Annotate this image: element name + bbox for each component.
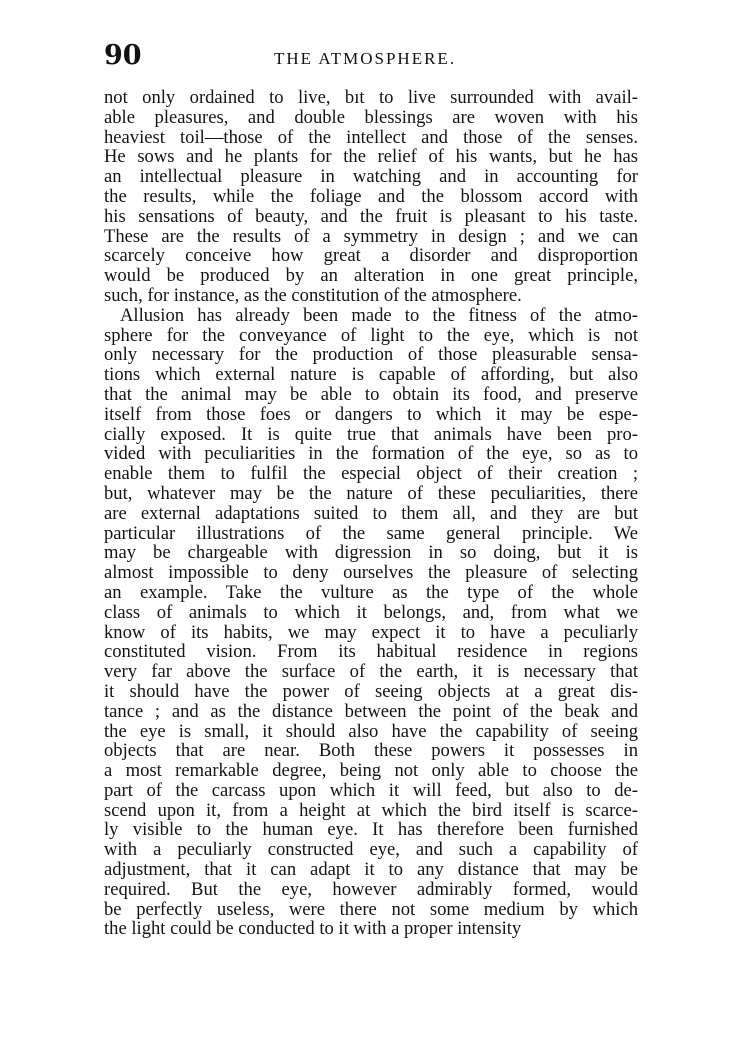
text-line: itself from those foes or dangers to which it may be espe- bbox=[104, 403, 638, 425]
text-line: his sensations of beauty, and the fruit is pleasant to his taste. bbox=[104, 205, 638, 227]
page-number: 90 bbox=[104, 40, 142, 71]
text-line: would be produced by an alteration in one great principle, bbox=[104, 265, 638, 287]
text-line: the light could be conducted to it with a proper intensity bbox=[104, 918, 522, 940]
text-line: an intellectual pleasure in watching and in accounting for bbox=[104, 166, 638, 188]
text-line: the eye is small, it should also have the capability of seeing bbox=[104, 720, 638, 742]
text-line: an example. Take the vulture as the type of the whole bbox=[104, 581, 638, 603]
text-line: tions which external nature is capable of affording, but also bbox=[104, 364, 638, 386]
text-line: These are the results of a symmetry in design ; and we can bbox=[104, 225, 638, 247]
text-line: He sows and he plants for the relief of his wants, but he has bbox=[104, 146, 638, 168]
text-line: a most remarkable degree, being not only able to choose the bbox=[104, 760, 638, 782]
text-line: part of the carcass upon which it will feed, but also to de- bbox=[104, 779, 638, 801]
text-line: required. But the eye, however admirably formed, would bbox=[104, 878, 638, 900]
text-line: able pleasures, and double blessings are woven with his bbox=[104, 106, 638, 128]
text-line: not only ordained to live, bıt to live surrounded with avail- bbox=[104, 87, 638, 108]
paragraph-start-line: Allusion has already been made to the fitness of the atmo- bbox=[120, 304, 638, 326]
text-line: know of its habits, we may expect it to have a peculiarly bbox=[104, 621, 638, 643]
text-line: heaviest toil—those of the intellect and those of the senses. bbox=[104, 126, 638, 148]
text-line: with a peculiarly constructed eye, and such a capability of bbox=[104, 839, 638, 861]
text-line: the results, while the foliage and the blossom accord with bbox=[104, 185, 638, 207]
body-text bbox=[104, 88, 638, 939]
text-line: tance ; and as the distance between the point of the beak and bbox=[104, 700, 638, 722]
text-line: class of animals to which it belongs, and, from what we bbox=[104, 601, 638, 623]
text-line: very far above the surface of the earth, it is necessary that bbox=[104, 661, 638, 683]
text-line: adjustment, that it can adapt it to any distance that may be bbox=[104, 859, 638, 881]
text-line: scarcely conceive how great a disorder and disproportion bbox=[104, 245, 638, 267]
text-line: objects that are near. Both these powers it possesses in bbox=[104, 740, 638, 762]
running-head: THE ATMOSPHERE. bbox=[274, 49, 457, 68]
text-line: enable them to fulfil the especial object of their creation ; bbox=[104, 463, 638, 485]
paragraph-end-line: such, for instance, as the constitution of the atmosphere. bbox=[104, 284, 522, 306]
text-line: ly visible to the human eye. It has therefore been furnished bbox=[104, 819, 638, 841]
text-line: but, whatever may be the nature of these peculiarities, there bbox=[104, 482, 638, 504]
text-line: particular illustrations of the same general principle. We bbox=[104, 522, 638, 544]
text-line: cially exposed. It is quite true that animals have been pro- bbox=[104, 423, 638, 445]
page-header bbox=[104, 40, 640, 72]
text-line: constituted vision. From its habitual residence in regions bbox=[104, 641, 638, 663]
text-line: only necessary for the production of those pleasurable sensa- bbox=[104, 344, 638, 366]
text-line: vided with peculiarities in the formation of the eye, so as to bbox=[104, 443, 638, 465]
text-line: it should have the power of seeing objects at a great dis- bbox=[104, 680, 638, 702]
text-line: may be chargeable with digression in so doing, but it is bbox=[104, 542, 638, 564]
text-line: almost impossible to deny ourselves the pleasure of selecting bbox=[104, 562, 638, 584]
text-line: sphere for the conveyance of light to the eye, which is not bbox=[104, 324, 638, 346]
text-line: that the animal may be able to obtain its food, and preserve bbox=[104, 383, 638, 405]
text-line: be perfectly useless, were there not some medium by which bbox=[104, 898, 638, 920]
text-line: scend upon it, from a height at which the bird itself is scarce- bbox=[104, 799, 638, 821]
text-line: are external adaptations suited to them all, and they are but bbox=[104, 502, 638, 524]
